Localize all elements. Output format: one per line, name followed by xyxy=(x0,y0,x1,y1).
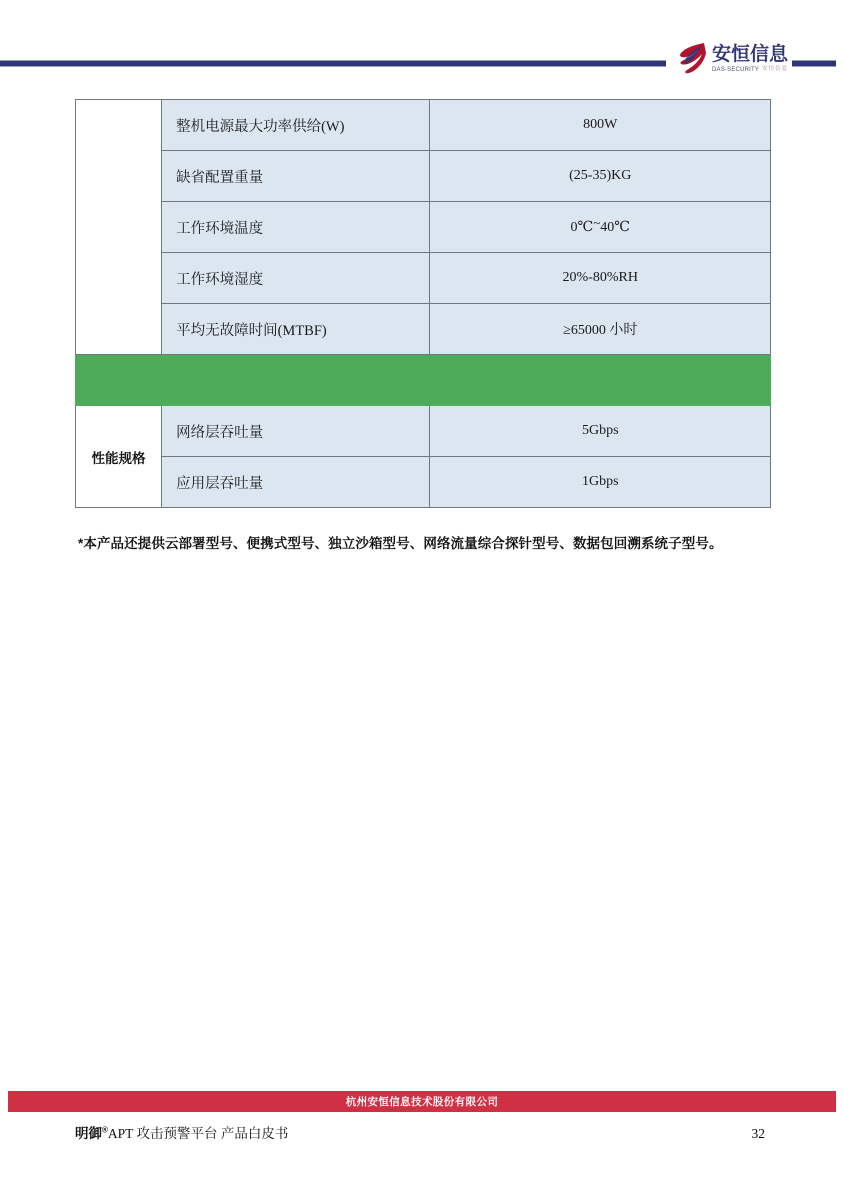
header-rule-right xyxy=(792,60,836,67)
header-rule-left xyxy=(0,60,666,67)
spec-item-value: ≥65000 小时 xyxy=(430,304,771,355)
logo-name-en-cn: 安恒信息 xyxy=(762,66,789,73)
swoosh-logo-icon xyxy=(678,41,708,75)
registered-trademark-icon: ® xyxy=(102,1125,108,1135)
spec-item-label: 整机电源最大功率供给(W) xyxy=(162,100,430,151)
spec-item-label: 工作环境湿度 xyxy=(162,253,430,304)
category-cell-performance: 性能规格 xyxy=(76,406,162,508)
table-row xyxy=(76,151,771,202)
footer-doc-prefix: 明御 xyxy=(75,1126,102,1141)
temp-range-low: 0℃ xyxy=(570,219,594,235)
footer-company-name: 杭州安恒信息技术股份有限公司 xyxy=(345,1096,499,1108)
spec-item-value: 20%-80%RH xyxy=(430,253,771,304)
spec-item-label: 网络层吞吐量 xyxy=(162,406,430,457)
page-header xyxy=(0,0,844,95)
spec-item-value: 5Gbps xyxy=(430,406,771,457)
category-cell-hardware xyxy=(76,100,162,355)
table-row xyxy=(76,406,771,457)
section-divider-band-cell xyxy=(76,355,771,406)
page-number: 32 xyxy=(751,1126,765,1141)
company-logo xyxy=(678,38,788,80)
spec-item-label: 工作环境温度 xyxy=(162,202,430,253)
footer-doc-suffix: APT 攻击预警平台 产品白皮书 xyxy=(107,1126,289,1141)
footer-document-title xyxy=(75,1122,288,1142)
logo-name-cn: 安恒信息 xyxy=(712,44,789,65)
specifications-table xyxy=(75,99,771,508)
spec-item-value: (25-35)KG xyxy=(430,151,771,202)
logo-text xyxy=(712,45,788,73)
spec-item-value: 800W xyxy=(430,100,771,151)
logo-name-en-text: DAS-SECURITY xyxy=(712,67,760,73)
logo-name-en xyxy=(712,67,788,73)
footer-company-band xyxy=(8,1091,836,1112)
spec-item-label: 应用层吞吐量 xyxy=(162,457,430,508)
tilde-separator: ~ xyxy=(593,214,601,230)
footnote-text: *本产品还提供云部署型号、便携式型号、独立沙箱型号、网络流量综合探针型号、数据包回溯系统子型号。 xyxy=(78,536,723,551)
spec-item-value: 1Gbps xyxy=(430,457,771,508)
table-row xyxy=(76,100,771,151)
spec-item-value xyxy=(430,202,771,253)
table-row xyxy=(76,457,771,508)
footer-row xyxy=(75,1122,765,1142)
table-row xyxy=(76,304,771,355)
table-row xyxy=(76,253,771,304)
spec-item-label: 平均无故障时间(MTBF) xyxy=(162,304,430,355)
spec-item-label: 缺省配置重量 xyxy=(162,151,430,202)
temp-range-high: 40℃ xyxy=(600,219,630,235)
section-divider-band xyxy=(76,355,771,406)
table-row xyxy=(76,202,771,253)
